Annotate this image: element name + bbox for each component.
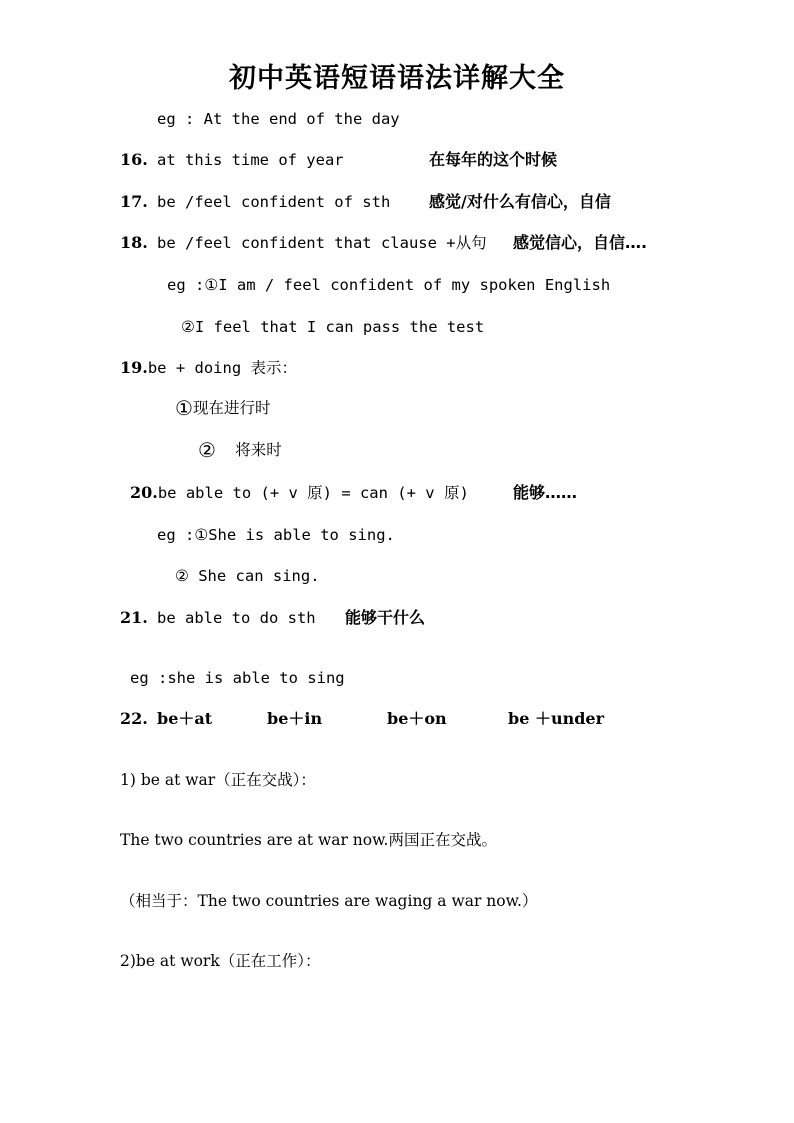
phrase-meaning: 感觉信心，自信…. — [513, 233, 648, 252]
example-line: eg :she is able to sing — [130, 669, 345, 687]
usage-item — [198, 440, 282, 460]
phrase-16 — [120, 150, 558, 170]
phrase-meaning: 能够…… — [513, 483, 578, 502]
phrase-text: be /feel confident that clause +从句 — [157, 234, 487, 252]
example-line: ② She can sing. — [175, 567, 320, 585]
circled-two-mark: ② — [198, 438, 216, 462]
phrase-19 — [120, 358, 297, 378]
phrase-meaning: 在每年的这个时候 — [429, 150, 558, 169]
item-number: 17. — [120, 192, 148, 211]
preposition-at: be＋at — [157, 709, 213, 728]
usage-text: 现在进行时 — [192, 399, 271, 417]
preposition-on: be＋on — [387, 709, 447, 728]
usage-heading: 2)be at work（正在工作）： — [120, 952, 321, 970]
phrase-18 — [120, 233, 648, 253]
example-line: eg : At the end of the day — [157, 110, 400, 128]
item-number: 16. — [120, 150, 148, 169]
preposition-in: be＋in — [267, 709, 323, 728]
example-line: eg :①I am / feel confident of my spoken English — [167, 276, 611, 294]
preposition-under: be ＋under — [508, 709, 605, 728]
phrase-meaning: 能够干什么 — [345, 608, 426, 627]
phrase-text: be able to do sth — [157, 609, 316, 627]
item-number: 19. — [120, 358, 148, 377]
phrase-text: be /feel confident of sth — [157, 193, 391, 211]
item-number: 20. — [130, 483, 158, 502]
phrase-text: be + doing 表示： — [147, 359, 297, 377]
usage-item — [175, 398, 270, 418]
item-number: 18. — [120, 233, 148, 252]
usage-text: 将来时 — [235, 441, 282, 459]
page-title: 初中英语短语语法详解大全 — [229, 63, 565, 94]
phrase-meaning: 感觉/对什么有信心，自信 — [429, 192, 611, 211]
example-line: The two countries are at war now.两国正在交战。 — [120, 831, 497, 849]
example-line: eg :①She is able to sing. — [157, 526, 395, 544]
item-number: 22. — [120, 709, 148, 728]
phrase-22 — [120, 709, 605, 729]
usage-heading: 1) be at war（正在交战）： — [120, 771, 316, 789]
phrase-21 — [120, 608, 426, 628]
phrase-17 — [120, 192, 611, 212]
phrase-text: at this time of year — [157, 151, 344, 169]
phrase-20 — [130, 483, 578, 503]
phrase-text: be able to (+ v 原) = can (+ v 原) — [157, 484, 469, 502]
circled-one-mark: ① — [175, 396, 193, 420]
item-number: 21. — [120, 608, 148, 627]
example-line: （相当于：The two countries are waging a war now.） — [120, 892, 538, 910]
example-line: ②I feel that I can pass the test — [181, 318, 485, 336]
